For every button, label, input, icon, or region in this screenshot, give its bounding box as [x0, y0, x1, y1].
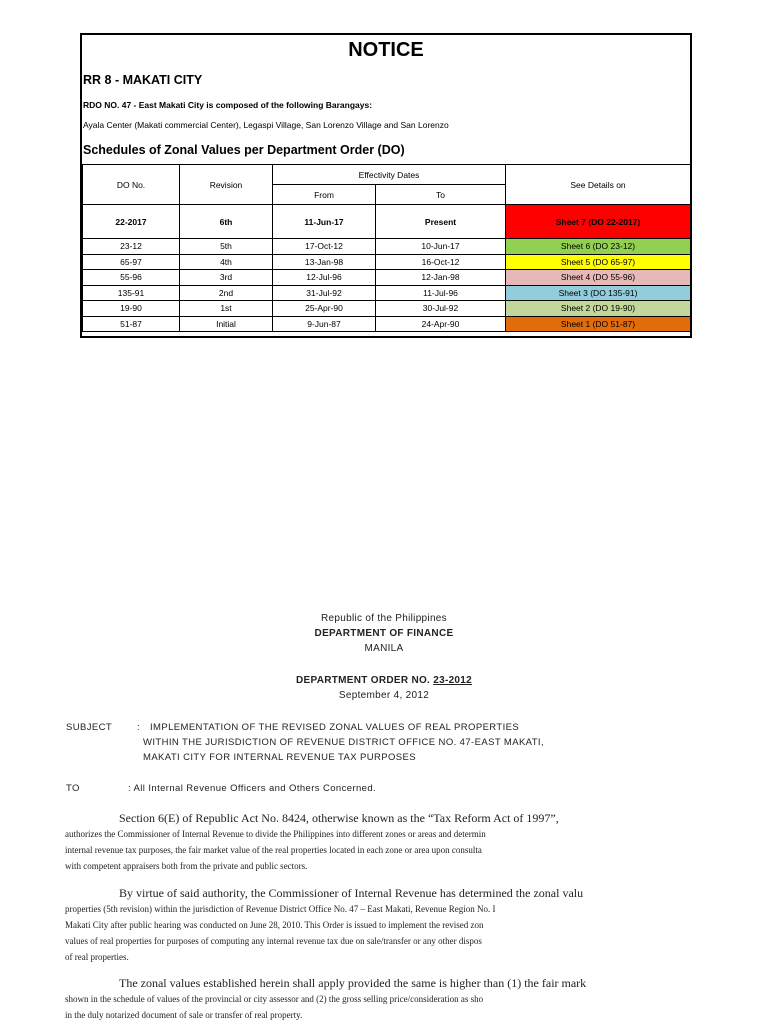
paragraph-line: values of real properties for purposes of computing any internal revenue tax due on sale/transfer or any other dispos	[65, 936, 482, 946]
to-date-cell: 30-Jul-92	[376, 301, 506, 317]
paragraph-lead: Section 6(E) of Republic Act No. 8424, otherwise known as the “Tax Reform Act of 1997”,	[119, 811, 559, 825]
zonal-values-table	[82, 164, 691, 332]
header-from: From	[273, 185, 376, 205]
revision-cell: 3rd	[180, 270, 273, 286]
order-number: 23-2012	[433, 675, 473, 686]
table-row	[83, 301, 691, 317]
revision-cell: 4th	[180, 254, 273, 270]
scanned-department-order	[0, 600, 768, 1024]
subject-line: WITHIN THE JURISDICTION OF REVENUE DISTRICT OFFICE NO. 47-EAST MAKATI,	[143, 737, 544, 748]
table-row	[83, 316, 691, 332]
do-number-cell: 23-12	[83, 239, 180, 255]
table-row	[83, 254, 691, 270]
from-date-cell: 13-Jan-98	[273, 254, 376, 270]
sheet-link-cell[interactable]: Sheet 6 (DO 23-12)	[506, 239, 691, 255]
to-label: TO	[66, 783, 80, 794]
paragraph-2	[65, 885, 765, 965]
subject-label: SUBJECT	[66, 722, 113, 733]
do-number-cell: 19-90	[83, 301, 180, 317]
notice-panel	[80, 33, 692, 338]
republic-line: Republic of the Philippines	[321, 613, 447, 624]
header-do-no: DO No.	[83, 165, 180, 205]
sheet-link-cell[interactable]: Sheet 5 (DO 65-97)	[506, 254, 691, 270]
subject-line: MAKATI CITY FOR INTERNAL REVENUE TAX PURPOSES	[143, 752, 416, 763]
paragraph-line: in the duly notarized document of sale or transfer of real property.	[65, 1010, 303, 1020]
table-row	[83, 270, 691, 286]
sheet-link-cell[interactable]: Sheet 3 (DO 135-91)	[506, 285, 691, 301]
table-row	[83, 239, 691, 255]
schedule-title: Schedules of Zonal Values per Department Order (DO)	[83, 143, 405, 157]
revenue-region-heading: RR 8 - MAKATI CITY	[83, 73, 203, 87]
revision-cell: 1st	[180, 301, 273, 317]
do-number-cell: 51-87	[83, 316, 180, 332]
paragraph-line: authorizes the Commissioner of Internal Revenue to divide the Philippines into different zones or areas and determin	[65, 829, 486, 839]
table-row	[83, 205, 691, 239]
to-date-cell: 10-Jun-17	[376, 239, 506, 255]
paragraph-line: Makati City after public hearing was conducted on June 28, 2010. This Order is issued to implement the revised zon	[65, 920, 484, 930]
table-row	[83, 285, 691, 301]
barangay-list: Ayala Center (Makati commercial Center), Legaspi Village, San Lorenzo Village and San Lorenzo	[83, 120, 449, 130]
sheet-link-cell[interactable]: Sheet 7 (DO 22-2017)	[506, 205, 691, 239]
to-date-cell: 24-Apr-90	[376, 316, 506, 332]
paragraph-lead: The zonal values established herein shall apply provided the same is higher than (1) the fair mark	[119, 976, 587, 990]
header-to: To	[376, 185, 506, 205]
revision-cell: 2nd	[180, 285, 273, 301]
from-date-cell: 12-Jul-96	[273, 270, 376, 286]
paragraph-3	[65, 975, 765, 1023]
revision-cell: Initial	[180, 316, 273, 332]
from-date-cell: 17-Oct-12	[273, 239, 376, 255]
paragraph-lead: By virtue of said authority, the Commissioner of Internal Revenue has determined the zonal valu	[119, 886, 584, 900]
sheet-link-cell[interactable]: Sheet 2 (DO 19-90)	[506, 301, 691, 317]
sheet-link-cell[interactable]: Sheet 4 (DO 55-96)	[506, 270, 691, 286]
to-date-cell: 16-Oct-12	[376, 254, 506, 270]
notice-title: NOTICE	[348, 39, 424, 61]
department-line: DEPARTMENT OF FINANCE	[314, 628, 454, 639]
header-revision: Revision	[180, 165, 273, 205]
paragraph-line: shown in the schedule of values of the provincial or city assessor and (2) the gross selling price/consideration as sho	[65, 994, 484, 1004]
subject-colon: :	[137, 722, 141, 733]
revision-cell: 5th	[180, 239, 273, 255]
do-number-cell: 135-91	[83, 285, 180, 301]
paragraph-1	[65, 810, 765, 874]
rdo-description: RDO NO. 47 - East Makati City is composed of the following Barangays:	[83, 100, 373, 110]
from-date-cell: 9-Jun-87	[273, 316, 376, 332]
paragraph-line: properties (5th revision) within the jurisdiction of Revenue District Office No. 47 – East Makati, Revenue Region No. I	[65, 904, 496, 914]
paragraph-line: with competent appraisers both from the private and public sectors.	[65, 861, 308, 871]
do-number-cell: 22-2017	[83, 205, 180, 239]
order-prefix: DEPARTMENT ORDER NO.	[295, 675, 431, 686]
paragraph-line: of real properties.	[65, 952, 129, 962]
revision-cell: 6th	[180, 205, 273, 239]
city-line: MANILA	[364, 643, 404, 654]
to-recipients: : All Internal Revenue Officers and Others Concerned.	[128, 783, 377, 794]
subject-line: IMPLEMENTATION OF THE REVISED ZONAL VALUES OF REAL PROPERTIES	[150, 722, 520, 733]
from-date-cell: 25-Apr-90	[273, 301, 376, 317]
to-date-cell: Present	[376, 205, 506, 239]
do-number-cell: 65-97	[83, 254, 180, 270]
header-effectivity: Effectivity Dates	[273, 165, 506, 185]
header-details: See Details on	[506, 165, 691, 205]
sheet-link-cell[interactable]: Sheet 1 (DO 51-87)	[506, 316, 691, 332]
order-number-line	[0, 675, 768, 686]
order-date: September 4, 2012	[338, 690, 430, 701]
do-number-cell: 55-96	[83, 270, 180, 286]
to-date-cell: 12-Jan-98	[376, 270, 506, 286]
from-date-cell: 31-Jul-92	[273, 285, 376, 301]
from-date-cell: 11-Jun-17	[273, 205, 376, 239]
to-date-cell: 11-Jul-96	[376, 285, 506, 301]
paragraph-line: internal revenue tax purposes, the fair market value of the real properties located in each zone or area upon consulta	[65, 845, 482, 855]
